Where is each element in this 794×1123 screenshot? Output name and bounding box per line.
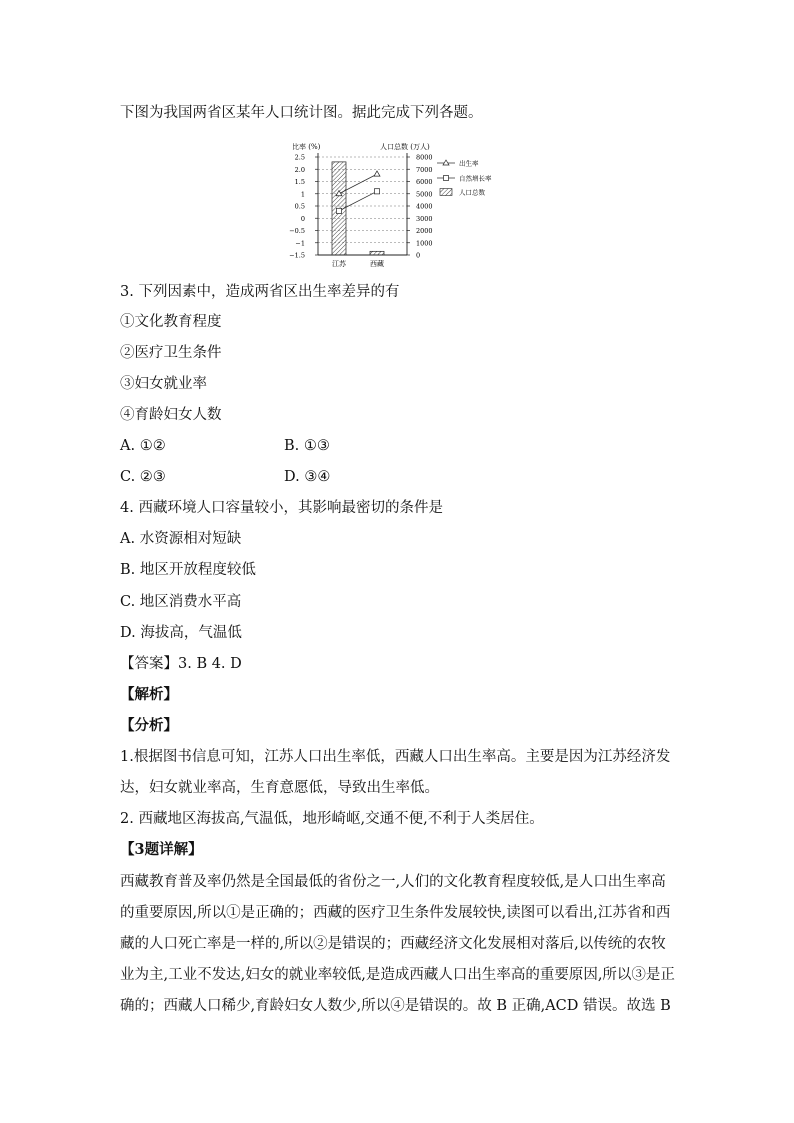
right-tick-label: 1000 bbox=[416, 239, 433, 248]
left-tick-label: 2.5 bbox=[294, 153, 305, 162]
q4-option-b: B. 地区开放程度较低 bbox=[120, 562, 256, 578]
analysis-heading: 【解析】 bbox=[120, 686, 178, 703]
left-tick-label: −0.5 bbox=[289, 227, 305, 235]
left-tick-label: 1 bbox=[300, 190, 305, 199]
fenxi-heading: 【分析】 bbox=[120, 717, 178, 734]
q3-option-d: D. ③④ bbox=[284, 469, 331, 485]
q4-stem: 4. 西藏环境人口容量较小，其影响最密切的条件是 bbox=[120, 500, 443, 516]
left-tick-label: −1 bbox=[295, 239, 305, 248]
fenxi-point-1: 1.根据图书信息可知，江苏人口出生率低，西藏人口出生率高。主要是因为江苏经济发达，妇女就业率高，生育意愿低，导致出生率低。 bbox=[120, 749, 671, 796]
q3-item-1: ①文化教育程度 bbox=[120, 314, 222, 330]
q4-option-d: D. 海拔高，气温低 bbox=[120, 625, 242, 641]
detail-paragraph: 西藏教育普及率仍然是全国最低的省份之一,人们的文化教育程度较低,是人口出生率高的重要原因,所以①是正确的；西藏的医疗卫生条件发展较快,读图可以看出,江苏省和西藏的人口死亡率是一样的,所以②是错误的；西藏经济文化发展相对落后,以传统的农牧业为主,工业不发达,妇女的就业率较低,是造成西藏人口出生率高的重要原因,所以③是正确的；西藏人口稀少,育龄妇女人数少,所以④是错误的。故 B 正确,ACD 错误。故选 B bbox=[120, 874, 675, 1014]
left-tick-label: 1.5 bbox=[294, 178, 305, 186]
right-tick-label: 3000 bbox=[416, 214, 433, 223]
q4-option-a: A. 水资源相对短缺 bbox=[120, 531, 242, 547]
right-tick-label: 0 bbox=[416, 251, 421, 260]
legend-label: 自然增长率 bbox=[459, 174, 492, 183]
right-tick-label: 2000 bbox=[416, 227, 433, 235]
growth-rate-point bbox=[374, 189, 379, 194]
right-tick-label: 7000 bbox=[416, 165, 433, 174]
q3-option-a: A. ①② bbox=[120, 438, 166, 454]
q3-option-b: B. ①③ bbox=[284, 438, 330, 454]
q3-item-3: ③妇女就业率 bbox=[120, 376, 207, 392]
right-axis-title: 人口总数 (万人) bbox=[380, 143, 430, 151]
q3-item-2: ②医疗卫生条件 bbox=[120, 345, 222, 361]
q3-option-c: C. ②③ bbox=[120, 469, 166, 485]
left-axis-title: 比率 (%) bbox=[292, 143, 321, 151]
left-tick-label: −1.5 bbox=[289, 251, 305, 260]
growth-rate-point bbox=[336, 208, 341, 213]
left-tick-label: 2.0 bbox=[294, 165, 305, 174]
left-tick-label: 0 bbox=[300, 214, 305, 223]
legend-triangle bbox=[443, 160, 449, 165]
answer-line: 【答案】3. B 4. D bbox=[120, 656, 242, 672]
population-bar bbox=[370, 251, 384, 255]
right-tick-label: 8000 bbox=[416, 153, 433, 162]
category-label: 江苏 bbox=[332, 260, 346, 268]
legend-label: 人口总数 bbox=[459, 188, 485, 197]
legend-label: 出生率 bbox=[459, 159, 479, 168]
q4-option-c: C. 地区消费水平高 bbox=[120, 594, 242, 610]
legend-square bbox=[444, 176, 449, 181]
right-tick-label: 4000 bbox=[416, 202, 433, 211]
intro-text: 下图为我国两省区某年人口统计图。据此完成下列各题。 bbox=[120, 105, 483, 121]
legend-hatch bbox=[440, 189, 452, 196]
birth-rate-point bbox=[374, 171, 380, 176]
right-tick-label: 5000 bbox=[416, 190, 433, 199]
q3-item-4: ④育龄妇女人数 bbox=[120, 407, 222, 423]
q3-stem: 3. 下列因素中，造成两省区出生率差异的有 bbox=[120, 284, 400, 300]
left-tick-label: 0.5 bbox=[294, 202, 305, 211]
category-label: 西藏 bbox=[370, 260, 384, 268]
fenxi-point-2: 2. 西藏地区海拔高,气温低，地形崎岖,交通不便,不利于人类居住。 bbox=[120, 811, 544, 827]
right-tick-label: 6000 bbox=[416, 178, 433, 186]
detail-heading: 【3题详解】 bbox=[120, 841, 203, 858]
